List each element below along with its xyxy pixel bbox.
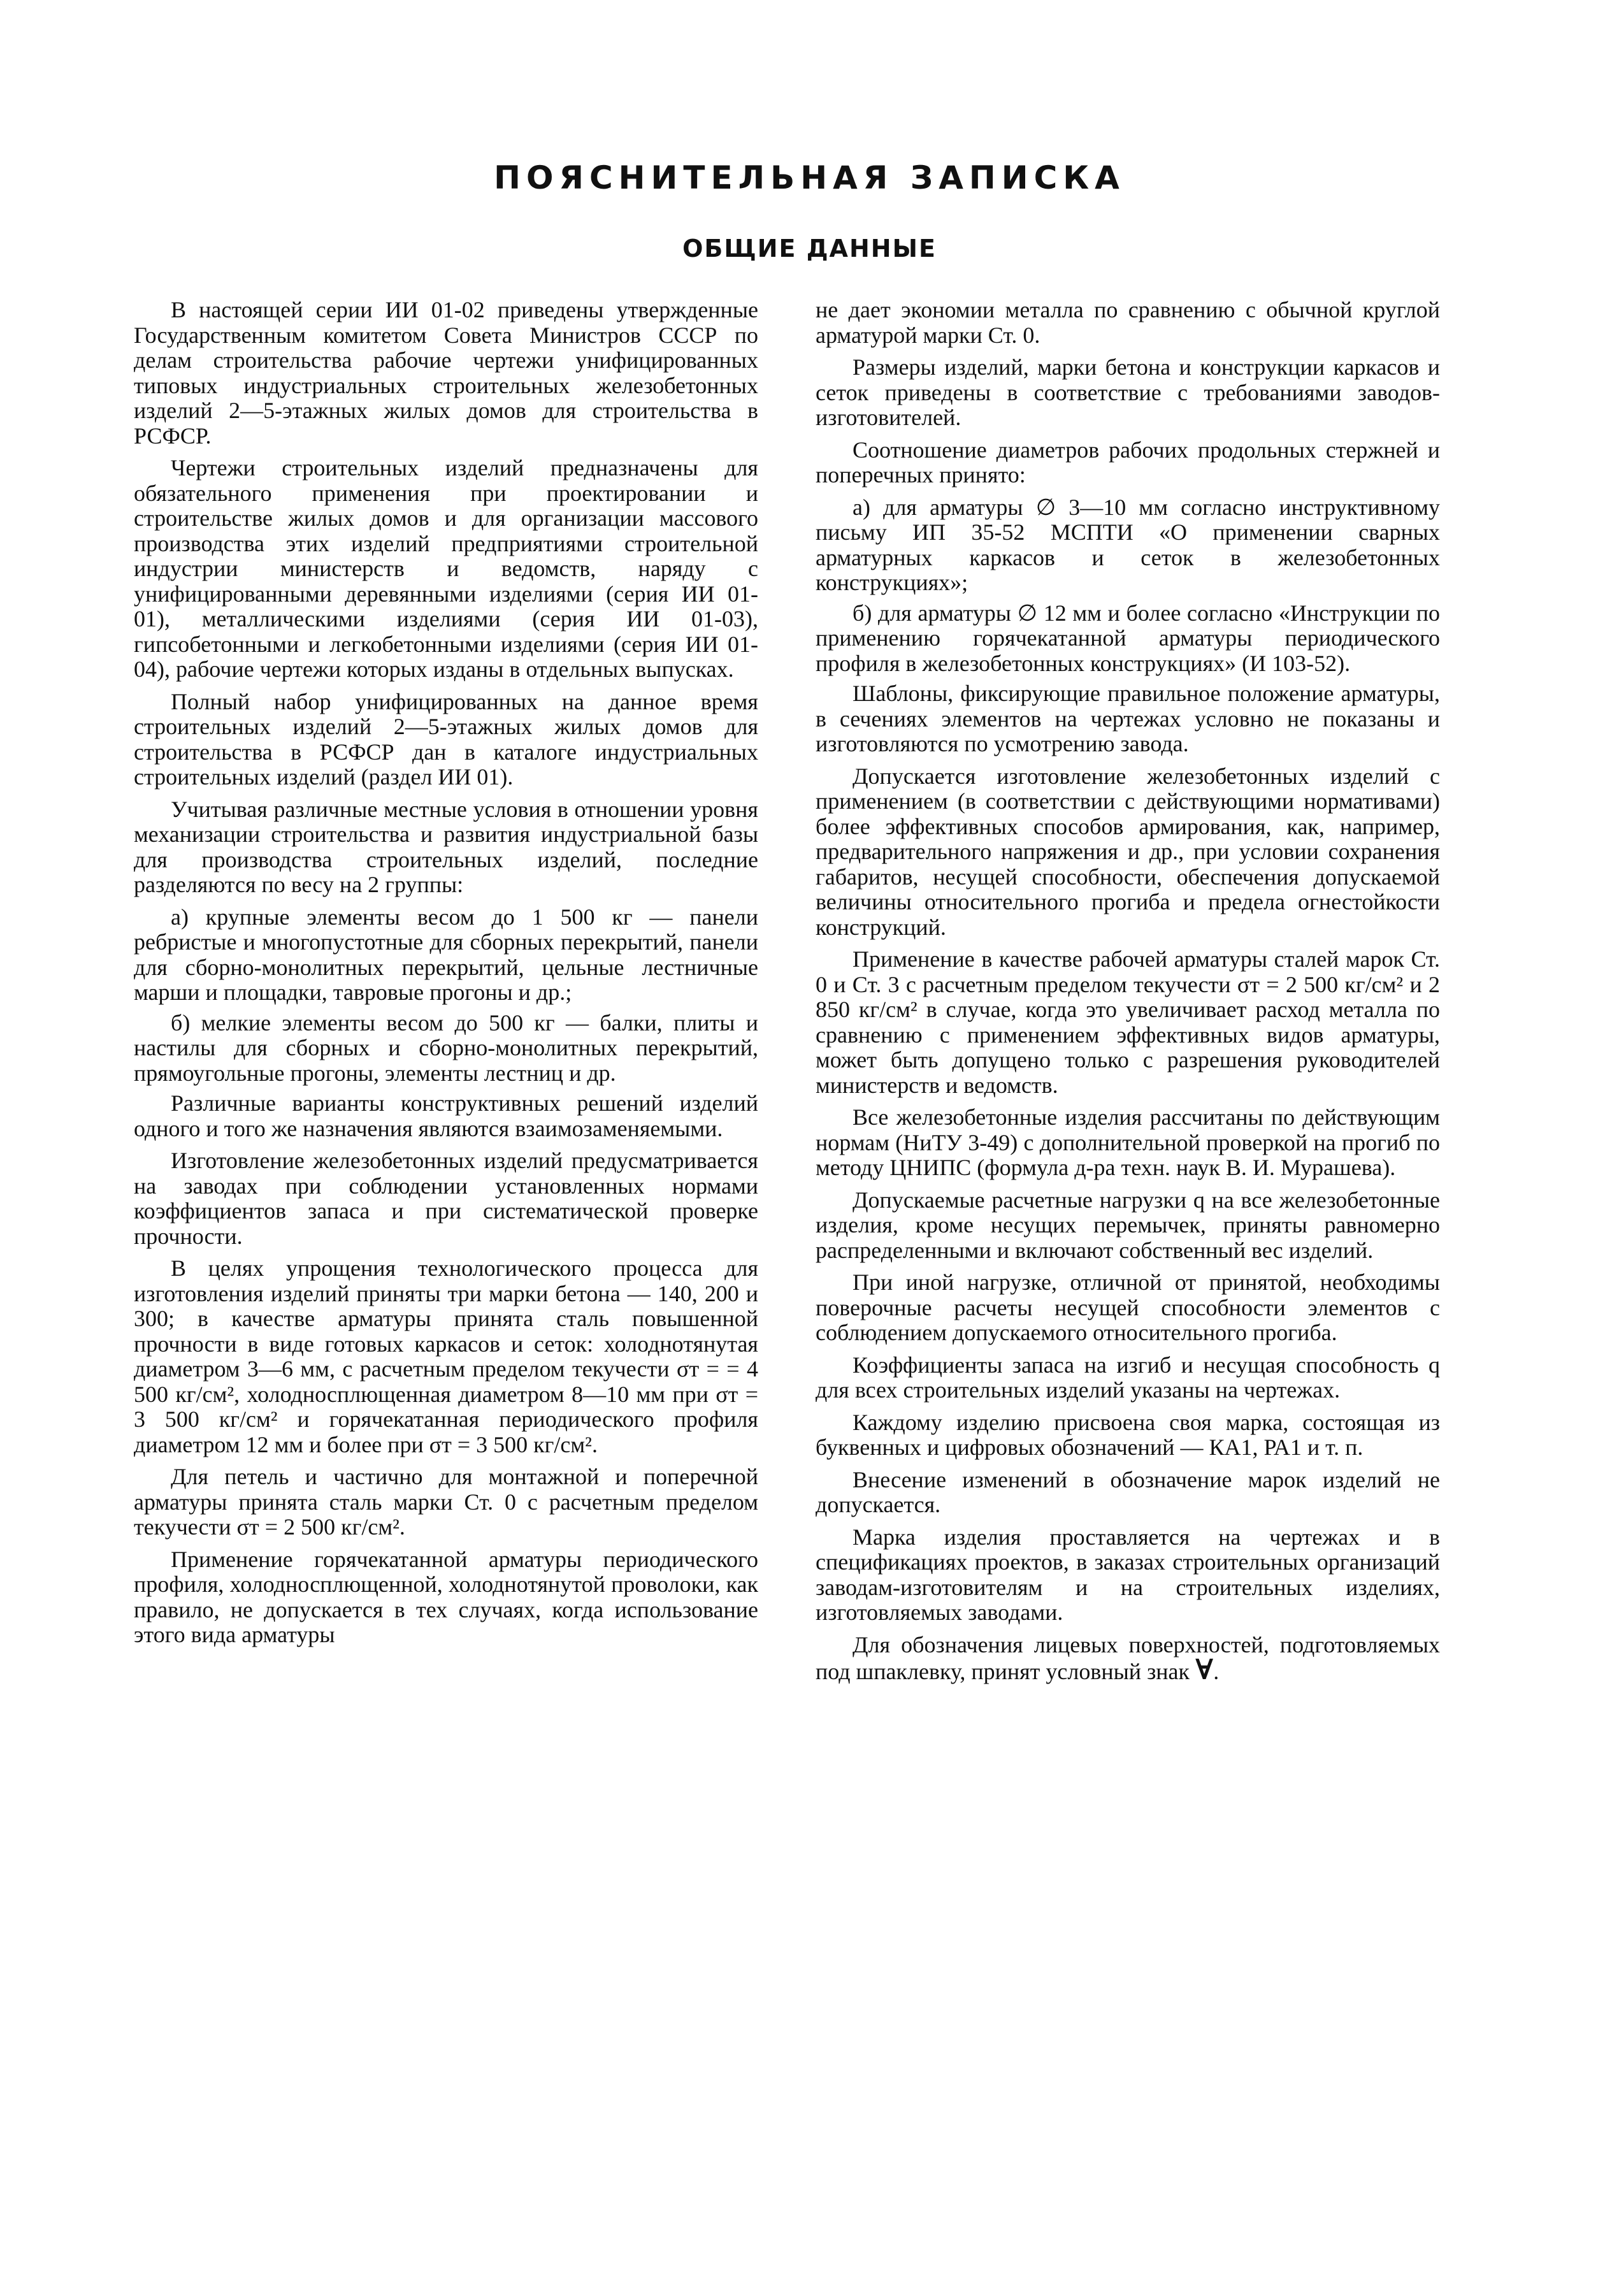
paragraph: Допускаемые расчетные нагрузки q на все железобетонные изделия, кроме несущих перемычек, приняты равномерно распределенными и включают собственный вес изделий. <box>816 1187 1440 1263</box>
paragraph: Различные варианты конструктивных решений изделий одного и того же назначения являются взаимозаменяемыми. <box>134 1090 758 1141</box>
paragraph: В настоящей серии ИИ 01-02 приведены утвержденные Государственным комитетом Совета Министров СССР по делам строительства рабочие чертежи унифицированных типовых индустриальных строительных железобетонных изделий 2—5-этажных жилых домов для строительства в РСФСР. <box>134 297 758 449</box>
paragraph: Каждому изделию присвоена своя марка, состоящая из буквенных и цифровых обозначений — КА1, РА1 и т. п. <box>816 1409 1440 1460</box>
left-column <box>134 298 758 1655</box>
section-heading: ОБЩИЕ ДАННЫЕ <box>682 235 937 263</box>
page-title: ПОЯСНИТЕЛЬНАЯ ЗАПИСКА <box>494 159 1125 196</box>
paragraph: Применение горячекатанной арматуры периодического профиля, холодносплющенной, холоднотянутой проволоки, как правило, не допускается в тех случаях, когда использование этого вида арматуры <box>134 1546 758 1647</box>
paragraph: Соотношение диаметров рабочих продольных стержней и поперечных принято: <box>816 437 1440 487</box>
paragraph: Размеры изделий, марки бетона и конструкции каркасов и сеток приведены в соответствие с требованиями заводов-изготовителей. <box>816 354 1440 430</box>
list-item: б) мелкие элементы весом до 500 кг — балки, плиты и настилы для сборных и сборно-монолитных перекрытий, прямоугольные прогоны, элементы лестниц и др. <box>134 1009 758 1086</box>
paragraph: Шаблоны, фиксирующие правильное положение арматуры, в сечениях элементов на чертежах условно не показаны и изготовляются по усмотрению завода. <box>816 681 1440 756</box>
paragraph: При иной нагрузке, отличной от принятой, необходимы поверочные расчеты несущей способности элементов с соблюдением допускаемого относительного прогиба. <box>816 1269 1440 1345</box>
paragraph: Для петель и частично для монтажной и поперечной арматуры принята сталь марки Ст. 0 с расчетным пределом текучести σт = 2 500 кг/см². <box>134 1464 758 1540</box>
paragraph: Коэффициенты запаса на изгиб и несущая способность q для всех строительных изделий указаны на чертежах. <box>816 1352 1440 1403</box>
paragraph: Полный набор унифицированных на данное время строительных изделий 2—5-этажных жилых домов для строительства в РСФСР дан в каталоге индустриальных строительных изделий (раздел ИИ 01). <box>134 688 758 790</box>
paragraph-continuation: не дает экономии металла по сравнению с обычной круглой арматурой марки Ст. 0. <box>816 297 1440 348</box>
paragraph: В целях упрощения технологического процесса для изготовления изделий приняты три марки бетона — 140, 200 и 300; в качестве арматуры принята сталь повышенной прочности в виде готовых каркасов и сеток: холоднотянутая диаметром 3—6 мм, с расчетным пределом текучести σт = = 4 500 кг/см², холодносплющенная диаметром 8—10 мм при σт = 3 500 кг/см² и горячекатанная периодического профиля диаметром 12 мм и более при σт = 3 500 кг/см². <box>134 1255 758 1457</box>
paragraph-text: Для обозначения лицевых поверхностей, подготовляемых под шпаклевку, принят условный знак <box>816 1631 1440 1684</box>
list-item: а) для арматуры ∅ 3—10 мм согласно инструктивному письму ИП 35-52 МСПТИ «О применении сварных арматурных каркасов и сеток в железобетонных конструкциях»; <box>816 494 1440 595</box>
paragraph: Марка изделия проставляется на чертежах и в спецификациях проектов, в заказах строительных организаций заводам-изготовителям и на строительных изделиях, изготовляемых заводами. <box>816 1524 1440 1625</box>
paragraph: Чертежи строительных изделий предназначены для обязательного применения при проектировании и строительстве жилых домов и для организации массового производства этих изделий предприятиями строительной индустрии министерств и ведомств, наряду с унифицированными деревянными изделиями (серия ИИ 01-01), металлическими изделиями (серия ИИ 01-03), гипсобетонными и легкобетонными изделиями (серия ИИ 01-04), рабочие чертежи которых изданы в отдельных выпусках. <box>134 455 758 682</box>
paragraph: Применение в качестве рабочей арматуры сталей марок Ст. 0 и Ст. 3 с расчетным пределом текучести σт = 2 500 кг/см² и 2 850 кг/см² в случае, когда это увеличивает расход металла по сравнению с применением эффективных видов арматуры, может быть допущено только с разрешения руководителей министерств и ведомств. <box>816 946 1440 1098</box>
paragraph: Внесение изменений в обозначение марок изделий не допускается. <box>816 1466 1440 1517</box>
paragraph: Учитывая различные местные условия в отношении уровня механизации строительства и развития индустриальной базы для производства строительных изделий, последние разделяются по весу на 2 группы: <box>134 796 758 897</box>
paragraph-final: Для обозначения лицевых поверхностей, подготовляемых под шпаклевку, принят условный знак ∀. <box>816 1631 1440 1686</box>
paragraph: Изготовление железобетонных изделий предусматривается на заводах при соблюдении установленных нормами коэффициентов запаса и при систематической проверке прочности. <box>134 1148 758 1249</box>
paragraph: Все железобетонные изделия рассчитаны по действующим нормам (НиТУ 3-49) с дополнительной проверкой на прогиб по методу ЦНИПС (формула д-ра техн. наук В. И. Мурашева). <box>816 1104 1440 1180</box>
list-item: а) крупные элементы весом до 1 500 кг — панели ребристые и многопустотные для сборных перекрытий, панели для сборно-монолитных перекрытий, цельные лестничные марши и площадки, тавровые прогоны и др.; <box>134 904 758 1005</box>
surface-mark-symbol: ∀ <box>1195 1654 1214 1686</box>
paragraph: Допускается изготовление железобетонных изделий с применением (в соответствии с действующими нормативами) более эффективных способов армирования, как, например, предварительного напряжения и др., при условии сохранения габаритов, несущей способности, обеспечения допускаемой величины относительного прогиба и предела огнестойкости конструкций. <box>816 763 1440 940</box>
right-column <box>816 298 1440 1692</box>
list-item: б) для арматуры ∅ 12 мм и более согласно «Инструкции по применению горячекатанной арматуры периодического профиля в железобетонных конструкциях» (И 103-52). <box>816 600 1440 676</box>
